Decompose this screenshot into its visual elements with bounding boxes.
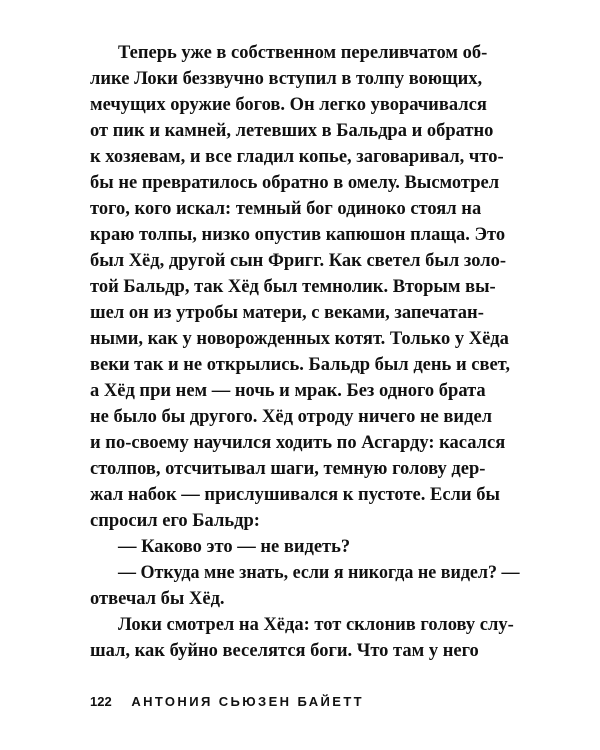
dialogue-line: — Откуда мне знать, если я никогда не видел? — xyxy=(118,563,520,583)
text-line: жал набок — прислушивался к пустоте. Если бы xyxy=(90,485,500,505)
text-line: той Бальдр, так Хёд был темнолик. Вторым вы- xyxy=(90,277,496,297)
text-line: бы не превратилось обратно в омелу. Высмотрел xyxy=(90,173,500,193)
dialogue-line: — Каково это — не видеть? xyxy=(118,537,351,557)
text-line: шал, как буйно веселятся боги. Что там у него xyxy=(90,641,479,661)
text-line: и по-своему научился ходить по Асгарду: касался xyxy=(90,433,506,453)
text-line: лике Локи беззвучно вступил в толпу воющих, xyxy=(90,69,483,89)
running-head-author: АНТОНИЯ СЬЮЗЕН БАЙЕТТ xyxy=(131,694,365,709)
text-line: от пик и камней, летевших в Бальдра и обратно xyxy=(90,121,494,141)
page-number: 122 xyxy=(90,694,112,709)
text-line: шел он из утробы матери, с веками, запечатан- xyxy=(90,303,484,323)
text-line: того, кого искал: темный бог одиноко стоял на xyxy=(90,199,482,219)
text-line: отвечал бы Хёд. xyxy=(90,589,225,609)
text-line: к хозяевам, и все гладил копье, заговаривал, что- xyxy=(90,147,504,167)
text-line: мечущих оружие богов. Он легко уворачивался xyxy=(90,95,487,115)
page-footer xyxy=(90,692,364,712)
text-line: краю толпы, низко опустив капюшон плаща. Это xyxy=(90,225,506,245)
text-line: не было бы другого. Хёд отроду ничего не видел xyxy=(90,407,493,427)
text-line: ными, как у новорожденных котят. Только у Хёда xyxy=(90,329,509,349)
text-line: Локи смотрел на Хёда: тот склонив голову слу- xyxy=(118,615,514,635)
text-line: столпов, отсчитывал шаги, темную голову дер- xyxy=(90,459,486,479)
text-line: спросил его Бальдр: xyxy=(90,511,260,531)
text-line: веки так и не открылись. Бальдр был день и свет, xyxy=(90,355,510,375)
text-line: был Хёд, другой сын Фригг. Как светел был золо- xyxy=(90,251,506,271)
text-line: Теперь уже в собственном переливчатом об- xyxy=(118,43,488,63)
text-line: а Хёд при нем — ночь и мрак. Без одного брата xyxy=(90,381,486,401)
